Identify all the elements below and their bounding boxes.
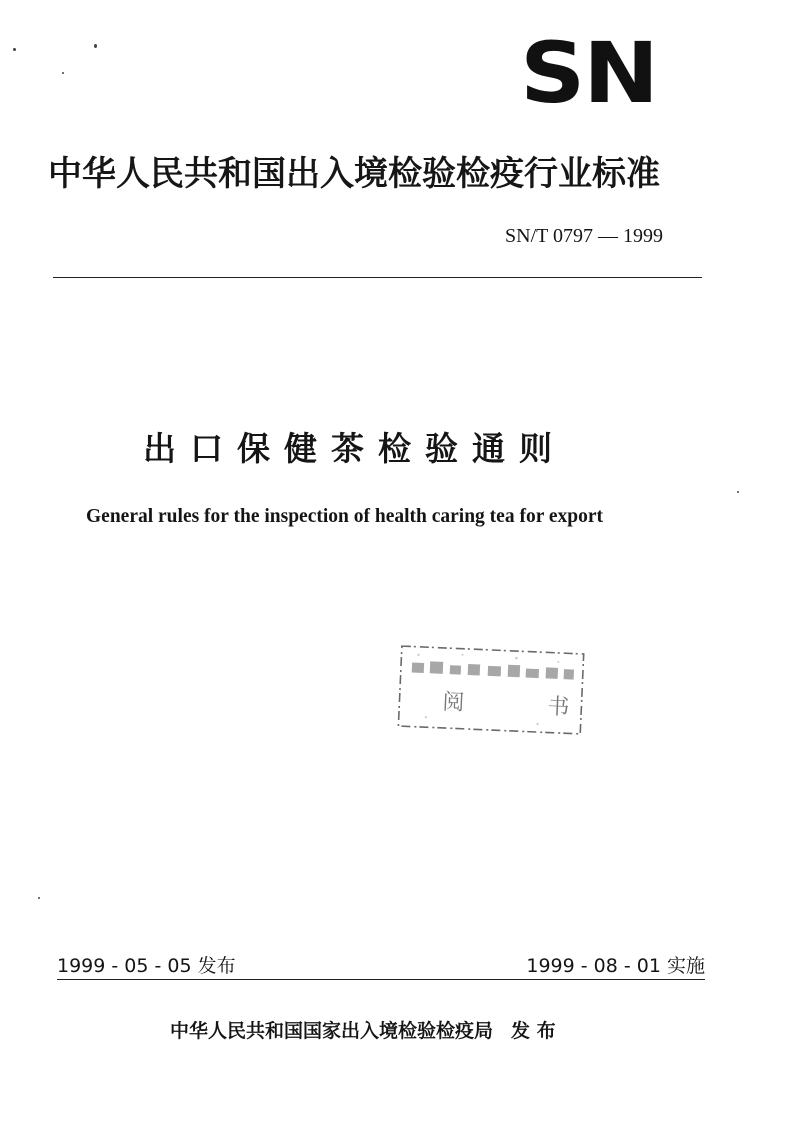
scan-speck bbox=[62, 72, 64, 74]
publish-word: 发 布 bbox=[511, 1020, 556, 1042]
sn-logo: SN bbox=[520, 24, 657, 122]
scan-speck bbox=[94, 44, 97, 48]
footer-divider bbox=[57, 979, 705, 980]
document-title-chinese: 出口保健茶检验通则 bbox=[143, 429, 566, 468]
library-stamp-text: 阅 书 bbox=[441, 689, 608, 723]
library-stamp bbox=[395, 640, 608, 742]
document-title-english: General rules for the inspection of health caring tea for export bbox=[86, 506, 604, 527]
implement-date: 1999 - 08 - 01 实施 bbox=[526, 955, 705, 977]
scan-speck bbox=[38, 897, 40, 899]
publisher-name: 中华人民共和国国家出入境检验检疫局 bbox=[170, 1020, 494, 1042]
scan-speck bbox=[13, 48, 16, 51]
header-divider bbox=[53, 277, 702, 278]
scan-speck bbox=[737, 491, 739, 493]
standard-code: SN/T 0797 — 1999 bbox=[505, 225, 663, 247]
publisher-line bbox=[170, 1016, 556, 1046]
issue-date: 1999 - 05 - 05 发布 bbox=[57, 955, 236, 977]
dates-row bbox=[57, 951, 705, 981]
organization-title: 中华人民共和国出入境检验检疫行业标准 bbox=[48, 154, 660, 194]
